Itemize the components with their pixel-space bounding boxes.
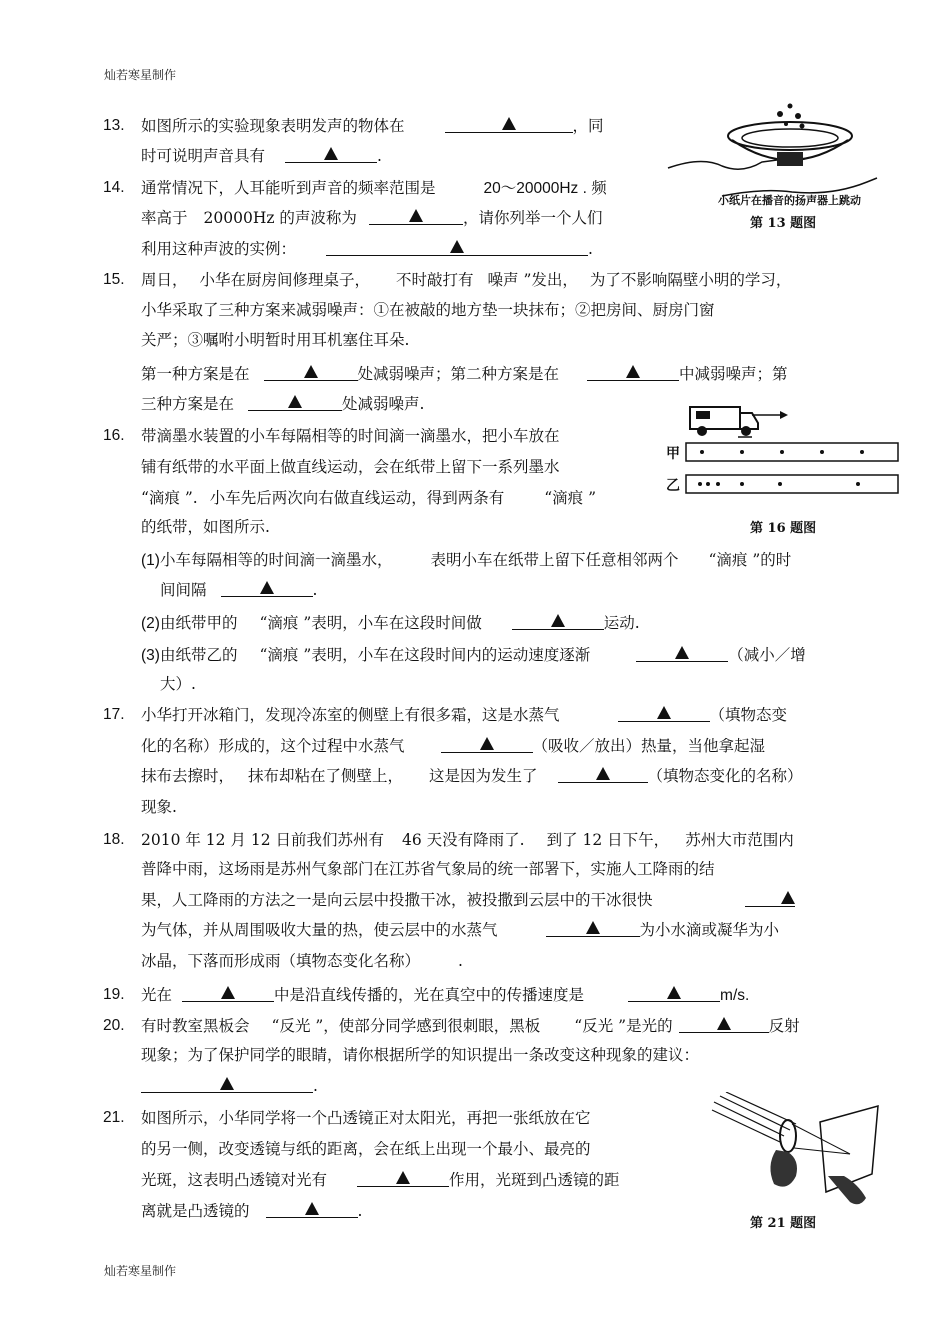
answer-blank[interactable] [445, 116, 573, 133]
q20-line-2: 现象；为了保护同学的眼睛，请你根据所学的知识提出一条改变这种现象的建议： [141, 1046, 700, 1064]
answer-blank[interactable] [546, 920, 640, 937]
q15-line-5: 三种方案是在 处减弱噪声. [141, 395, 425, 413]
answer-blank[interactable] [182, 985, 274, 1002]
car-and-tapes-illustration [662, 393, 900, 511]
answer-blank[interactable] [266, 1201, 358, 1218]
question-16-number: 16. [103, 427, 125, 444]
figure-13-speaker [662, 96, 898, 234]
q17-line-2: 化的名称）形成的，这个过程中水蒸气 （吸收／放出）热量，当他拿起湿 [141, 737, 766, 755]
q15-line-1: 周日， 小华在厨房间修理桌子， 不时敲打有 噪声 ”发出， 为了不影响隔壁小明的学习， [141, 271, 792, 289]
q14-line-1: 通常情况下，人耳能听到声音的频率范围是 20～20000Hz . 频 [141, 179, 607, 197]
q14-line-3: 利用这种声波的实例： . [141, 240, 593, 258]
q17-line-3: 抹布去擦时， 抹布却粘在了侧壁上， 这是因为发生了 （填物态变化的名称） [141, 767, 803, 785]
question-14-number: 14. [103, 179, 125, 196]
answer-blank[interactable] [618, 705, 710, 722]
q14-line-2: 率高于 20000Hz 的声波称为 ，请你列举一个人们 [141, 209, 603, 227]
page-header: 灿若寒星制作 [104, 68, 177, 82]
figure-16-caption: 第 16 题图 [750, 521, 817, 536]
q15-line-2: 小华采取了三种方案来减弱噪声：①在被敲的地方垫一块抹布；②把房间、厨房门窗 [141, 301, 715, 319]
q13-line-1: 如图所示的实验现象表明发声的物体在 ，同 [141, 117, 604, 135]
q16-line-1: 带滴墨水装置的小车每隔相等的时间滴一滴墨水，把小车放在 [141, 427, 560, 445]
q18-line-2: 普降中雨，这场雨是苏州气象部门在江苏省气象局的统一部署下，实施人工降雨的结 [141, 860, 715, 878]
answer-blank[interactable] [369, 208, 463, 225]
q16-sub-1-line-1: (1)小车每隔相等的时间滴一滴墨水， 表明小车在纸带上留下任意相邻两个 “滴痕 ”的时 [141, 551, 792, 569]
q18-line-4: 为气体，并从周围吸收大量的热，使云层中的水蒸气 为小水滴或凝华为小 [141, 921, 780, 939]
tape-label-jia: 甲 [666, 446, 680, 462]
q18-line-3: 果，人工降雨的方法之一是向云层中投撒干冰，被投撒到云层中的干冰很快 [141, 890, 795, 910]
answer-blank[interactable] [587, 364, 679, 381]
q20-line-1: 有时教室黑板会 “反光 ”，使部分同学感到很刺眼，黑板 “反光 ”是光的 反射 [141, 1017, 800, 1035]
answer-blank[interactable] [221, 580, 313, 597]
page-footer: 灿若寒星制作 [104, 1264, 177, 1278]
q16-sub-3-line-1: (3)由纸带乙的 “滴痕 ”表明，小车在这段时间内的运动速度逐渐 （减小／增 [141, 646, 806, 664]
q16-sub-2: (2)由纸带甲的 “滴痕 ”表明，小车在这段时间做 运动. [141, 614, 640, 632]
q18-line-1: 2010 年 12 月 12 日前我们苏州有 46 天没有降雨了. 到了 12 日下午， 苏州大市范围内 [141, 831, 794, 849]
answer-blank[interactable] [285, 146, 377, 163]
q17-line-1: 小华打开冰箱门，发现冷冻室的侧壁上有很多霜，这是水蒸气 （填物态变 [141, 706, 788, 724]
question-17-number: 17. [103, 706, 125, 723]
q15-line-3: 关严；③嘱咐小明暂时用耳机塞住耳朵. [141, 331, 410, 349]
q21-line-2: 的另一侧，改变透镜与纸的距离，会在纸上出现一个最小、最亮的 [141, 1140, 591, 1158]
tape-label-yi: 乙 [666, 478, 680, 494]
q16-line-4: 的纸带，如图所示. [141, 518, 270, 536]
q21-line-1: 如图所示，小华同学将一个凸透镜正对太阳光，再把一张纸放在它 [141, 1109, 591, 1127]
q16-sub-3-line-2: 大）. [160, 675, 196, 693]
q19-line: 光在 中是沿直线传播的，光在真空中的传播速度是 m/s. [141, 986, 750, 1004]
q16-line-2: 铺有纸带的水平面上做直线运动，会在纸带上留下一系列墨水 [141, 458, 560, 476]
answer-blank[interactable] [636, 645, 728, 662]
question-20-number: 20. [103, 1017, 125, 1034]
answer-blank[interactable] [745, 890, 795, 907]
question-18-number: 18. [103, 831, 125, 848]
q21-line-3: 光斑，这表明凸透镜对光有 作用，光斑到凸透镜的距 [141, 1171, 620, 1189]
answer-blank[interactable] [679, 1016, 769, 1033]
question-21-number: 21. [103, 1109, 125, 1126]
question-19-number: 19. [103, 986, 125, 1003]
q21-line-4: 离就是凸透镜的 . [141, 1202, 363, 1220]
figure-13-caption: 第 13 题图 [750, 216, 817, 231]
q20-line-3: . [141, 1076, 318, 1096]
figure-21-caption: 第 21 题图 [750, 1216, 817, 1231]
answer-blank[interactable] [441, 736, 533, 753]
q15-line-4: 第一种方案是在 处减弱噪声；第二种方案是在 中减弱噪声；第 [141, 365, 788, 383]
answer-blank[interactable] [264, 364, 358, 381]
question-15-number: 15. [103, 271, 125, 288]
q16-sub-1-line-2: 间间隔 . [160, 581, 318, 599]
q18-line-5: 冰晶，下落而形成雨（填物态变化名称） . [141, 952, 463, 970]
figure-16-tapes [662, 393, 900, 538]
figure-13-label: 小纸片在播音的扬声器上跳动 [718, 194, 861, 207]
question-13-number: 13. [103, 117, 125, 134]
q17-line-4: 现象. [141, 798, 177, 816]
q16-line-3: “滴痕 ”. 小车先后两次向右做直线运动，得到两条有 “滴痕 ” [141, 489, 596, 507]
answer-blank[interactable] [248, 394, 342, 411]
lens-and-paper-illustration [710, 1092, 885, 1210]
figure-21-lens [710, 1092, 885, 1232]
answer-blank[interactable] [326, 239, 588, 256]
answer-blank[interactable] [141, 1076, 313, 1093]
answer-blank[interactable] [558, 766, 648, 783]
answer-blank[interactable] [628, 985, 720, 1002]
q13-line-2: 时可说明声音具有 . [141, 147, 382, 165]
answer-blank[interactable] [357, 1170, 449, 1187]
answer-blank[interactable] [512, 613, 604, 630]
